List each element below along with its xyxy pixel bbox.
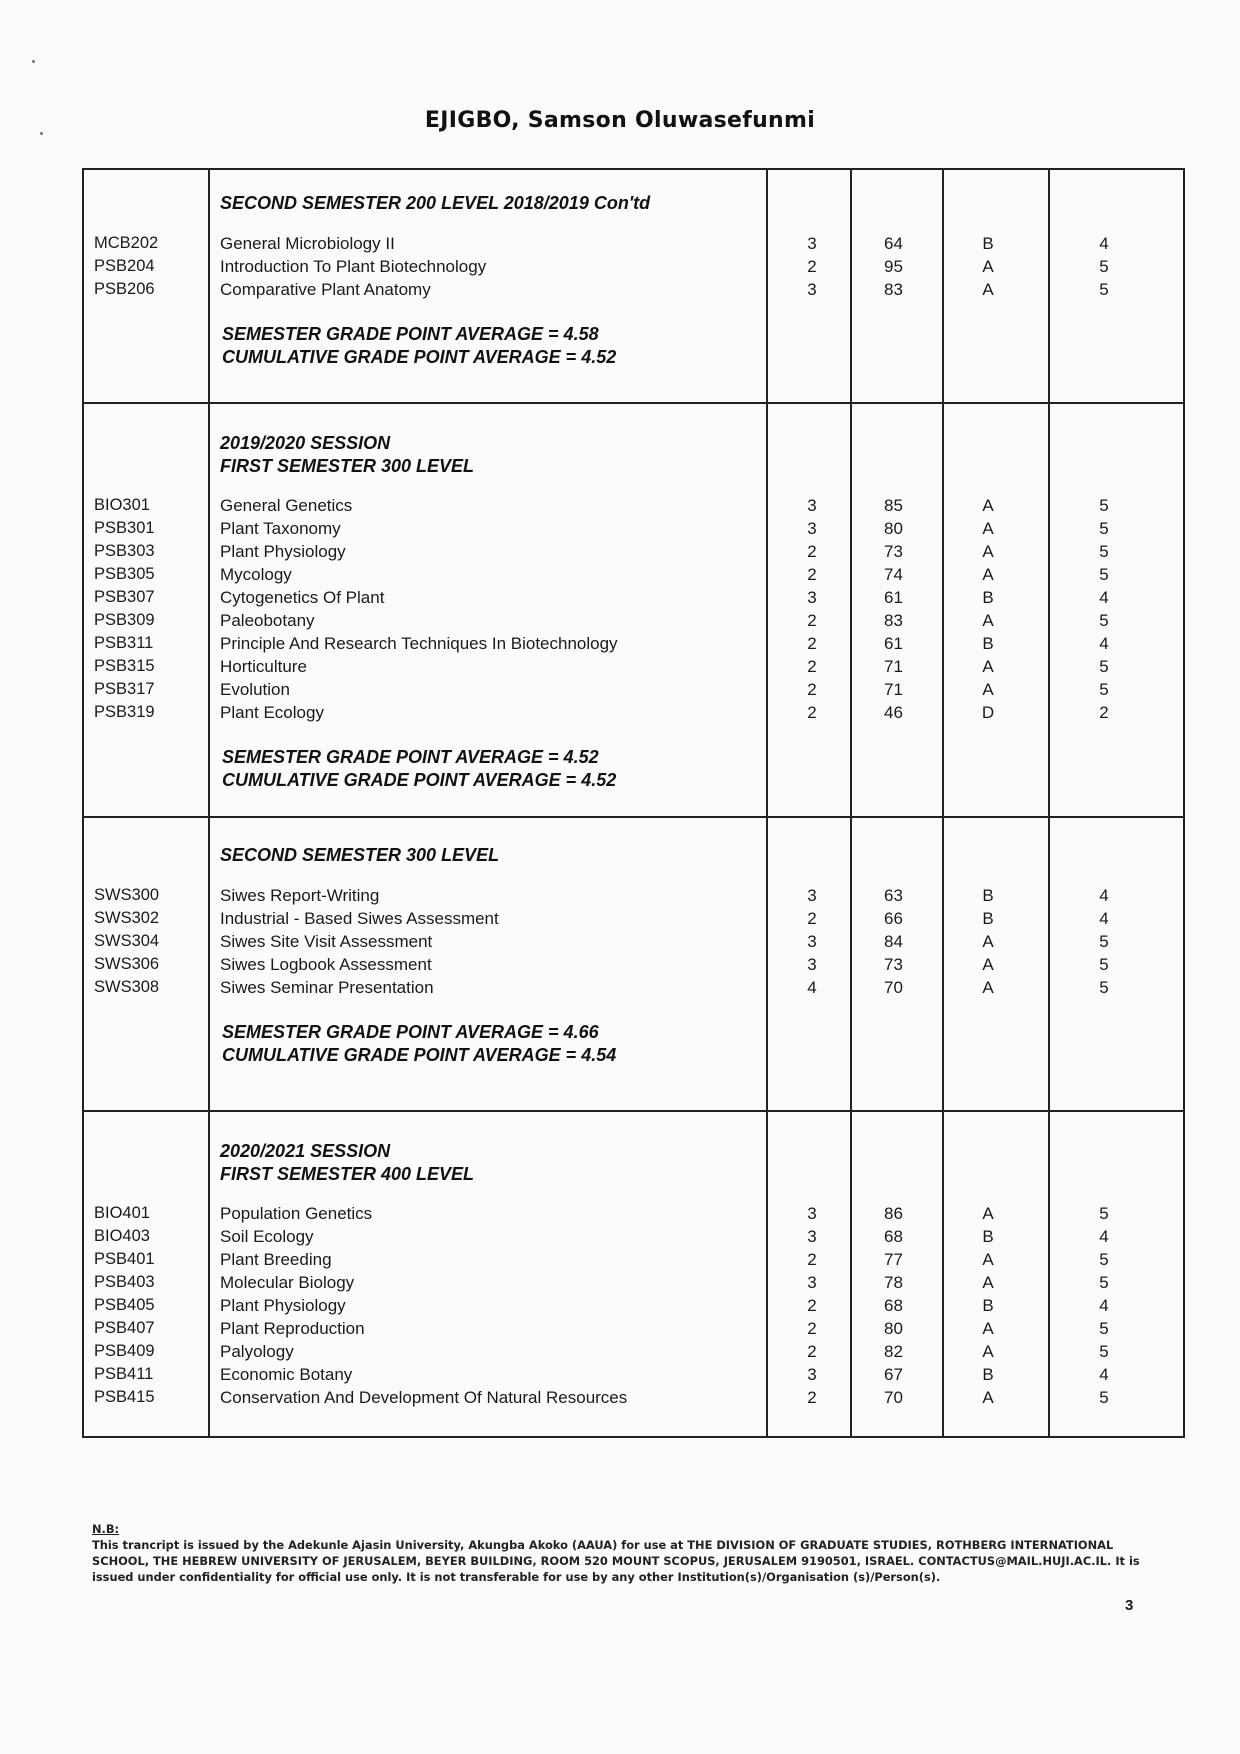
course-title: Paleobotany bbox=[220, 611, 315, 630]
course-row bbox=[84, 1294, 1183, 1317]
section-divider bbox=[84, 402, 1183, 404]
course-score: 74 bbox=[884, 565, 903, 584]
course-row bbox=[84, 655, 1183, 678]
course-unit: 3 bbox=[807, 886, 817, 905]
course-grade-point: 5 bbox=[1099, 955, 1109, 974]
semester-heading: 2019/2020 SESSION bbox=[220, 433, 391, 453]
course-row bbox=[84, 232, 1183, 255]
course-grade-point: 5 bbox=[1099, 542, 1109, 561]
course-row bbox=[84, 586, 1183, 609]
course-unit: 2 bbox=[807, 657, 817, 676]
course-unit: 3 bbox=[807, 280, 817, 299]
course-row bbox=[84, 563, 1183, 586]
section-divider bbox=[84, 1110, 1183, 1112]
course-grade-point: 4 bbox=[1099, 588, 1109, 607]
course-unit: 2 bbox=[807, 565, 817, 584]
course-title: Plant Ecology bbox=[220, 703, 324, 722]
course-grade: A bbox=[982, 519, 994, 538]
course-grade: B bbox=[982, 1227, 994, 1246]
course-code: PSB401 bbox=[94, 1250, 155, 1268]
course-title: Industrial - Based Siwes Assessment bbox=[220, 909, 499, 928]
course-grade-point: 4 bbox=[1099, 1296, 1109, 1315]
course-title: Plant Physiology bbox=[220, 1296, 346, 1315]
transcript-table bbox=[82, 168, 1185, 1438]
course-code: PSB411 bbox=[94, 1365, 154, 1383]
course-row bbox=[84, 884, 1183, 907]
course-title: Plant Reproduction bbox=[220, 1319, 365, 1338]
course-row bbox=[84, 278, 1183, 301]
course-score: 71 bbox=[884, 657, 903, 676]
course-score: 46 bbox=[884, 703, 903, 722]
course-title: General Microbiology II bbox=[220, 234, 395, 253]
course-grade: A bbox=[982, 657, 994, 676]
course-score: 61 bbox=[884, 588, 903, 607]
course-code: BIO401 bbox=[94, 1204, 150, 1222]
course-grade-point: 5 bbox=[1099, 519, 1109, 538]
course-grade-point: 4 bbox=[1099, 634, 1109, 653]
course-code: PSB305 bbox=[94, 565, 155, 583]
course-row bbox=[84, 976, 1183, 999]
course-unit: 2 bbox=[807, 1250, 817, 1269]
course-code: SWS302 bbox=[94, 909, 160, 927]
course-grade-point: 4 bbox=[1099, 1227, 1109, 1246]
course-grade: A bbox=[982, 496, 994, 515]
course-grade-point: 5 bbox=[1099, 496, 1109, 515]
course-grade: A bbox=[982, 1273, 994, 1292]
course-title: Siwes Logbook Assessment bbox=[220, 955, 432, 974]
course-score: 68 bbox=[884, 1227, 903, 1246]
course-grade-point: 4 bbox=[1099, 1365, 1109, 1384]
course-grade: A bbox=[982, 1342, 994, 1361]
course-grade-point: 4 bbox=[1099, 234, 1109, 253]
course-title: Introduction To Plant Biotechnology bbox=[220, 257, 487, 276]
footer-text: This trancript is issued by the Adekunle Ajasin University, Akungba Akoko (AAUA) for use at THE DIVISION OF GRADUATE STUDIES, ROTHBERG INTERNATIONAL SCHOOL, THE HEBREW UNIVERSITY OF JERUSALEM, BEYER BUILDING, ROOM 520 MOUNT SCOPUS, JERUSALEM 9190501, ISRAEL. CONTACTUS@MAIL.HUJI.AC.IL. It is issued under confidentiality for official use only. It is not transferable for use by any other Institution(s)/Organisation (s)/Person(s). bbox=[92, 1538, 1140, 1584]
course-row bbox=[84, 517, 1183, 540]
course-grade-point: 4 bbox=[1099, 886, 1109, 905]
course-title: Evolution bbox=[220, 680, 290, 699]
course-row bbox=[84, 609, 1183, 632]
course-code: PSB409 bbox=[94, 1342, 155, 1360]
course-unit: 2 bbox=[807, 1296, 817, 1315]
course-score: 63 bbox=[884, 886, 903, 905]
course-row bbox=[84, 1386, 1183, 1409]
footer-label: N.B: bbox=[92, 1522, 120, 1536]
course-code: PSB311 bbox=[94, 634, 154, 652]
course-grade: A bbox=[982, 1250, 994, 1269]
semester-gpa: SEMESTER GRADE POINT AVERAGE = 4.52 bbox=[222, 747, 599, 767]
semester-heading: SECOND SEMESTER 200 LEVEL 2018/2019 Con'td bbox=[220, 193, 651, 213]
course-grade: A bbox=[982, 611, 994, 630]
course-unit: 3 bbox=[807, 955, 817, 974]
course-grade: A bbox=[982, 257, 994, 276]
course-title: Plant Physiology bbox=[220, 542, 346, 561]
course-score: 66 bbox=[884, 909, 903, 928]
course-title: Population Genetics bbox=[220, 1204, 373, 1223]
course-unit: 2 bbox=[807, 680, 817, 699]
course-unit: 2 bbox=[807, 611, 817, 630]
course-score: 82 bbox=[884, 1342, 903, 1361]
course-grade: A bbox=[982, 1204, 994, 1223]
course-score: 86 bbox=[884, 1204, 903, 1223]
course-code: PSB309 bbox=[94, 611, 155, 629]
course-unit: 2 bbox=[807, 1319, 817, 1338]
course-unit: 3 bbox=[807, 1365, 817, 1384]
course-score: 83 bbox=[884, 611, 903, 630]
course-score: 71 bbox=[884, 680, 903, 699]
course-grade: B bbox=[982, 886, 994, 905]
course-score: 73 bbox=[884, 955, 903, 974]
course-title: Siwes Report-Writing bbox=[220, 886, 380, 905]
course-code: PSB204 bbox=[94, 257, 155, 275]
course-score: 70 bbox=[884, 1388, 903, 1407]
semester-gpa: SEMESTER GRADE POINT AVERAGE = 4.66 bbox=[222, 1022, 599, 1042]
course-title: Palyology bbox=[220, 1342, 294, 1361]
course-row bbox=[84, 1248, 1183, 1271]
course-score: 80 bbox=[884, 519, 903, 538]
course-unit: 2 bbox=[807, 257, 817, 276]
scan-speck bbox=[32, 60, 35, 63]
course-grade: B bbox=[982, 1365, 994, 1384]
course-score: 77 bbox=[884, 1250, 903, 1269]
course-row bbox=[84, 678, 1183, 701]
course-grade: A bbox=[982, 680, 994, 699]
course-title: Mycology bbox=[220, 565, 292, 584]
course-grade: A bbox=[982, 542, 994, 561]
course-code: PSB415 bbox=[94, 1388, 155, 1406]
course-row bbox=[84, 1340, 1183, 1363]
course-code: PSB315 bbox=[94, 657, 155, 675]
course-row bbox=[84, 701, 1183, 724]
course-grade-point: 5 bbox=[1099, 680, 1109, 699]
cumulative-gpa: CUMULATIVE GRADE POINT AVERAGE = 4.52 bbox=[222, 347, 617, 367]
course-score: 83 bbox=[884, 280, 903, 299]
course-title: Comparative Plant Anatomy bbox=[220, 280, 431, 299]
course-title: Horticulture bbox=[220, 657, 307, 676]
course-unit: 3 bbox=[807, 234, 817, 253]
course-row bbox=[84, 907, 1183, 930]
course-score: 84 bbox=[884, 932, 903, 951]
course-score: 67 bbox=[884, 1365, 903, 1384]
cumulative-gpa: CUMULATIVE GRADE POINT AVERAGE = 4.54 bbox=[222, 1045, 617, 1065]
course-grade: A bbox=[982, 1388, 994, 1407]
course-grade: B bbox=[982, 1296, 994, 1315]
page-number: 3 bbox=[1125, 1597, 1134, 1614]
course-grade: B bbox=[982, 588, 994, 607]
course-grade: A bbox=[982, 565, 994, 584]
course-row bbox=[84, 1202, 1183, 1225]
course-score: 80 bbox=[884, 1319, 903, 1338]
course-code: SWS308 bbox=[94, 978, 160, 996]
course-grade-point: 2 bbox=[1099, 703, 1109, 722]
course-code: PSB303 bbox=[94, 542, 155, 560]
course-grade-point: 5 bbox=[1099, 1250, 1109, 1269]
course-code: BIO403 bbox=[94, 1227, 150, 1245]
semester-heading: FIRST SEMESTER 400 LEVEL bbox=[220, 1164, 475, 1184]
course-unit: 3 bbox=[807, 588, 817, 607]
course-grade-point: 5 bbox=[1099, 932, 1109, 951]
course-unit: 3 bbox=[807, 519, 817, 538]
course-unit: 3 bbox=[807, 932, 817, 951]
course-title: Molecular Biology bbox=[220, 1273, 355, 1292]
course-grade: A bbox=[982, 932, 994, 951]
course-unit: 2 bbox=[807, 1388, 817, 1407]
course-title: Siwes Seminar Presentation bbox=[220, 978, 434, 997]
course-score: 85 bbox=[884, 496, 903, 515]
course-title: Cytogenetics Of Plant bbox=[220, 588, 385, 607]
course-unit: 2 bbox=[807, 542, 817, 561]
course-title: Economic Botany bbox=[220, 1365, 353, 1384]
course-unit: 3 bbox=[807, 496, 817, 515]
course-row bbox=[84, 540, 1183, 563]
course-code: PSB405 bbox=[94, 1296, 155, 1314]
course-score: 68 bbox=[884, 1296, 903, 1315]
course-code: MCB202 bbox=[94, 234, 159, 252]
course-title: General Genetics bbox=[220, 496, 353, 515]
course-code: SWS300 bbox=[94, 886, 160, 904]
course-unit: 3 bbox=[807, 1227, 817, 1246]
semester-gpa: SEMESTER GRADE POINT AVERAGE = 4.58 bbox=[222, 324, 599, 344]
course-grade: D bbox=[981, 703, 995, 722]
section-divider bbox=[84, 816, 1183, 818]
course-unit: 2 bbox=[807, 634, 817, 653]
course-row bbox=[84, 494, 1183, 517]
course-code: PSB317 bbox=[94, 680, 155, 698]
course-row bbox=[84, 1317, 1183, 1340]
course-unit: 4 bbox=[807, 978, 817, 997]
course-row bbox=[84, 930, 1183, 953]
course-grade: B bbox=[982, 909, 994, 928]
course-row bbox=[84, 1271, 1183, 1294]
semester-heading: FIRST SEMESTER 300 LEVEL bbox=[220, 456, 475, 476]
course-grade-point: 5 bbox=[1099, 657, 1109, 676]
course-grade: A bbox=[982, 1319, 994, 1338]
course-grade-point: 5 bbox=[1099, 1273, 1109, 1292]
course-score: 70 bbox=[884, 978, 903, 997]
course-unit: 2 bbox=[807, 1342, 817, 1361]
course-title: Principle And Research Techniques In Biotechnology bbox=[220, 634, 618, 653]
course-code: PSB319 bbox=[94, 703, 155, 721]
cumulative-gpa: CUMULATIVE GRADE POINT AVERAGE = 4.52 bbox=[222, 770, 617, 790]
course-code: PSB301 bbox=[94, 519, 155, 537]
course-code: PSB407 bbox=[94, 1319, 155, 1337]
course-grade-point: 5 bbox=[1099, 1319, 1109, 1338]
course-row bbox=[84, 953, 1183, 976]
course-unit: 3 bbox=[807, 1273, 817, 1292]
course-code: SWS306 bbox=[94, 955, 160, 973]
course-score: 78 bbox=[884, 1273, 903, 1292]
course-code: BIO301 bbox=[94, 496, 150, 514]
semester-heading: SECOND SEMESTER 300 LEVEL bbox=[220, 845, 500, 865]
course-grade-point: 5 bbox=[1099, 978, 1109, 997]
course-grade-point: 5 bbox=[1099, 611, 1109, 630]
course-code: PSB307 bbox=[94, 588, 155, 606]
course-grade: A bbox=[982, 280, 994, 299]
course-title: Conservation And Development Of Natural Resources bbox=[220, 1388, 628, 1407]
course-grade-point: 5 bbox=[1099, 280, 1109, 299]
course-score: 64 bbox=[884, 234, 903, 253]
course-row bbox=[84, 255, 1183, 278]
course-grade-point: 5 bbox=[1099, 1388, 1109, 1407]
course-grade-point: 5 bbox=[1099, 1204, 1109, 1223]
course-code: PSB403 bbox=[94, 1273, 155, 1291]
course-code: SWS304 bbox=[94, 932, 160, 950]
course-score: 61 bbox=[884, 634, 903, 653]
course-score: 95 bbox=[884, 257, 903, 276]
course-grade: B bbox=[982, 234, 994, 253]
course-grade-point: 5 bbox=[1099, 257, 1109, 276]
course-title: Siwes Site Visit Assessment bbox=[220, 932, 433, 951]
course-row bbox=[84, 1363, 1183, 1386]
course-unit: 2 bbox=[807, 703, 817, 722]
course-row bbox=[84, 1225, 1183, 1248]
course-unit: 3 bbox=[807, 1204, 817, 1223]
student-name: EJIGBO, Samson Oluwasefunmi bbox=[424, 108, 816, 133]
course-grade: B bbox=[982, 634, 994, 653]
course-grade-point: 4 bbox=[1099, 909, 1109, 928]
course-grade: A bbox=[982, 955, 994, 974]
course-title: Soil Ecology bbox=[220, 1227, 314, 1246]
course-title: Plant Breeding bbox=[220, 1250, 332, 1269]
course-title: Plant Taxonomy bbox=[220, 519, 341, 538]
course-unit: 2 bbox=[807, 909, 817, 928]
footer-note bbox=[92, 1521, 1172, 1585]
course-grade-point: 5 bbox=[1099, 565, 1109, 584]
course-grade-point: 5 bbox=[1099, 1342, 1109, 1361]
course-grade: A bbox=[982, 978, 994, 997]
course-score: 73 bbox=[884, 542, 903, 561]
course-code: PSB206 bbox=[94, 280, 155, 298]
course-row bbox=[84, 632, 1183, 655]
semester-heading: 2020/2021 SESSION bbox=[220, 1141, 391, 1161]
